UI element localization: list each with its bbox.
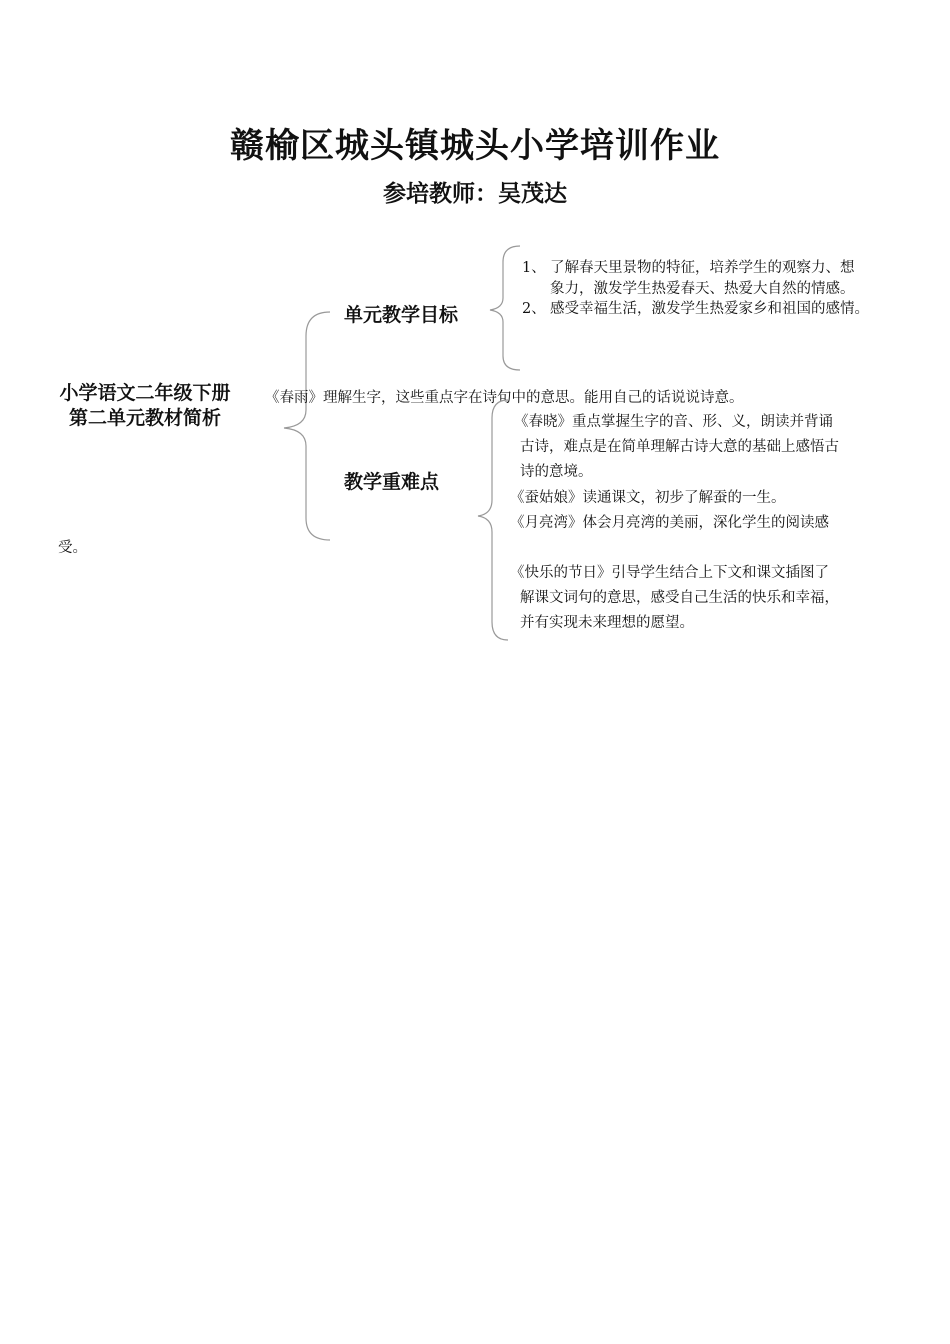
keypoint-chunxiao-line-2: 古诗，难点是在简单理解古诗大意的基础上感悟古	[520, 439, 839, 455]
keypoint-yueliang-tail: 受。	[58, 540, 87, 556]
keypoint-chunxiao-line-1: 《春晓》重点掌握生字的音、形、义，朗读并背诵	[514, 414, 833, 430]
keypoint-chunyu: 《春雨》理解生字，这些重点字在诗句中的意思。能用自己的话说说诗意。	[265, 390, 744, 406]
goal-item-2-line-1: 感受幸福生活，激发学生热爱家乡和祖国的感情。	[550, 301, 869, 317]
branch-goals-label: 单元教学目标	[344, 304, 459, 326]
goal-item-2-num: 2、	[522, 301, 546, 317]
root-node	[40, 381, 250, 431]
goals-brace	[490, 246, 520, 370]
goal-item-1-line-1: 了解春天里景物的特征，培养学生的观察力、想	[550, 260, 855, 276]
keypoint-yueliang: 《月亮湾》体会月亮湾的美丽，深化学生的阅读感	[510, 515, 829, 531]
keypoint-kuaile-line-1: 《快乐的节日》引导学生结合上下文和课文插图了	[510, 565, 829, 581]
goal-item-1-line-2: 象力，激发学生热爱春天、热爱大自然的情感。	[550, 281, 855, 297]
root-line-1: 小学语文二年级下册	[59, 382, 231, 404]
root-brace	[284, 312, 330, 540]
root-line-2: 第二单元教材简析	[68, 407, 221, 429]
branch-keypoints-label: 教学重难点	[344, 471, 440, 493]
keypoint-cangu: 《蚕姑娘》读通课文，初步了解蚕的一生。	[510, 490, 786, 506]
document-title: 赣榆区城头镇城头小学培训作业	[230, 126, 720, 166]
keypoint-kuaile-line-3: 并有实现未来理想的愿望。	[520, 615, 694, 631]
keypoint-kuaile-line-2: 解课文词句的意思，感受自己生活的快乐和幸福，	[520, 590, 839, 606]
teacher-subtitle: 参培教师：吴茂达	[383, 181, 567, 207]
goal-item-1-num: 1、	[522, 260, 546, 276]
keypoints-brace	[478, 400, 508, 640]
keypoint-chunxiao-line-3: 诗的意境。	[520, 464, 593, 480]
